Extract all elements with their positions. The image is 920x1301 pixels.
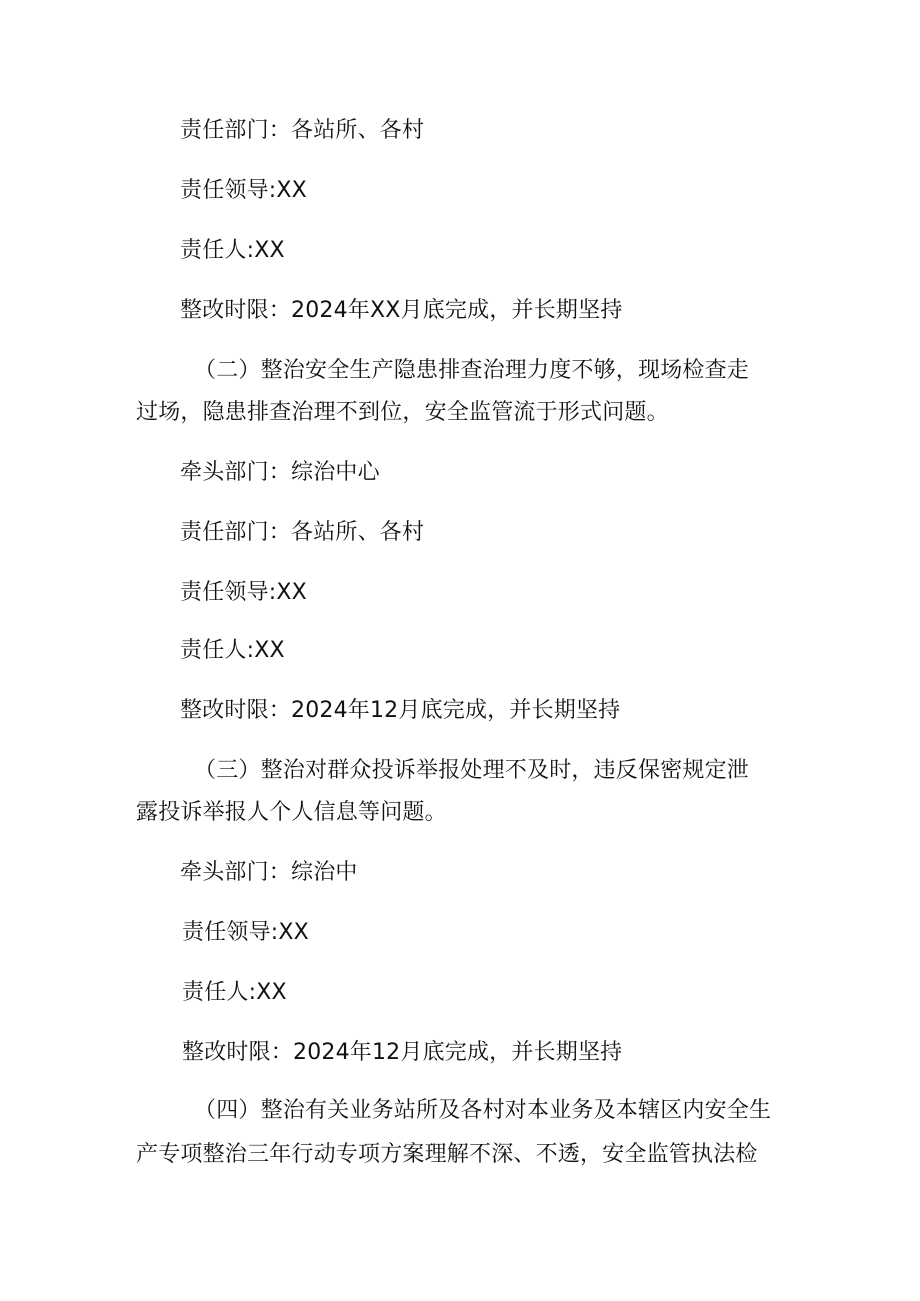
section-3-heading-line-2: 露投诉举报人个人信息等问题。 bbox=[136, 800, 447, 825]
section-2-heading-line-2: 过场，隐患排查治理不到位，安全监管流于形式问题。 bbox=[136, 400, 669, 425]
section-4-heading-line-2: 产专项整治三年行动专项方案理解不深、不透，安全监管执法检 bbox=[136, 1142, 758, 1167]
deadline-line-2: 整改时限：2024年12月底完成，并长期坚持 bbox=[180, 698, 621, 723]
section-3-heading-line-1: （三）整治对群众投诉举报处理不及时，违反保密规定泄 bbox=[194, 758, 750, 783]
lead-department-line-3: 牵头部门：综治中 bbox=[180, 860, 358, 885]
responsible-leader-line-1: 责任领导:XX bbox=[180, 178, 307, 203]
responsible-department-line-2: 责任部门：各站所、各村 bbox=[180, 520, 425, 545]
responsible-person-line-1: 责任人:XX bbox=[180, 238, 285, 263]
responsible-person-line-3: 责任人:XX bbox=[182, 980, 287, 1005]
lead-department-line-2: 牵头部门：综治中心 bbox=[180, 460, 380, 485]
responsible-leader-line-3: 责任领导:XX bbox=[182, 920, 309, 945]
responsible-leader-line-2: 责任领导:XX bbox=[180, 580, 307, 605]
deadline-line-1: 整改时限：2024年XX月底完成，并长期坚持 bbox=[180, 298, 623, 323]
deadline-line-3: 整改时限：2024年12月底完成，并长期坚持 bbox=[182, 1040, 623, 1065]
responsible-department-line-1: 责任部门：各站所、各村 bbox=[180, 118, 425, 143]
responsible-person-line-2: 责任人:XX bbox=[180, 638, 285, 663]
section-4-heading-line-1: （四）整治有关业务站所及各村对本业务及本辖区内安全生 bbox=[194, 1098, 772, 1123]
section-2-heading-line-1: （二）整治安全生产隐患排查治理力度不够，现场检查走 bbox=[194, 358, 750, 383]
